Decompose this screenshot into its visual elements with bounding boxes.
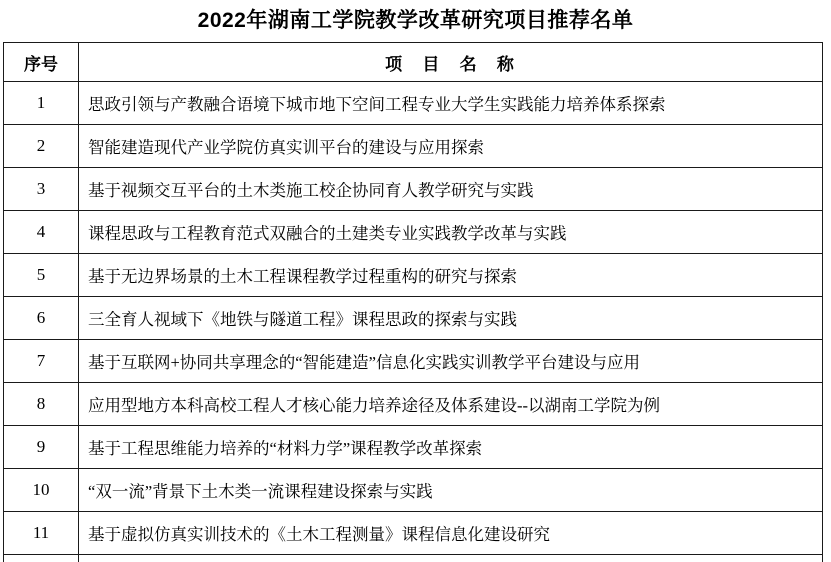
project-name: 智能建造现代产业学院仿真实训平台的建设与应用探索 [79, 125, 823, 168]
row-number: 10 [4, 469, 79, 512]
row-number: 6 [4, 297, 79, 340]
row-number: 11 [4, 512, 79, 555]
row-number [4, 555, 79, 562]
table-row [4, 340, 823, 383]
row-number: 4 [4, 211, 79, 254]
table-row-partial [4, 555, 823, 562]
project-name: 三全育人视域下《地铁与隧道工程》课程思政的探索与实践 [79, 297, 823, 340]
project-name: 基于互联网+协同共享理念的“智能建造”信息化实践实训教学平台建设与应用 [79, 340, 823, 383]
project-name: 基于视频交互平台的土木类施工校企协同育人教学研究与实践 [79, 168, 823, 211]
row-number: 7 [4, 340, 79, 383]
project-name: 基于无边界场景的土木工程课程教学过程重构的研究与探索 [79, 254, 823, 297]
row-number: 1 [4, 82, 79, 125]
project-name: 课程思政与工程教育范式双融合的土建类专业实践教学改革与实践 [79, 211, 823, 254]
row-number: 3 [4, 168, 79, 211]
table-row [4, 383, 823, 426]
row-number: 5 [4, 254, 79, 297]
table-row [4, 82, 823, 125]
row-number: 9 [4, 426, 79, 469]
project-name: 思政引领与产教融合语境下城市地下空间工程专业大学生实践能力培养体系探索 [79, 82, 823, 125]
column-header-no: 序号 [4, 43, 79, 82]
table-row [4, 426, 823, 469]
column-header-project-name: 项 目 名 称 [79, 43, 823, 82]
table-row [4, 297, 823, 340]
table-row [4, 254, 823, 297]
page-title: 2022年湖南工学院教学改革研究项目推荐名单 [197, 9, 634, 32]
project-name: 基于虚拟仿真实训技术的《土木工程测量》课程信息化建设研究 [79, 512, 823, 555]
row-number: 8 [4, 383, 79, 426]
table-row [4, 211, 823, 254]
table-row [4, 168, 823, 211]
table-row [4, 469, 823, 512]
project-name: “双一流”背景下土木类一流课程建设探索与实践 [79, 469, 823, 512]
table-row [4, 125, 823, 168]
project-name: 应用型地方本科高校工程人才核心能力培养途径及体系建设--以湖南工学院为例 [79, 383, 823, 426]
projects-table [3, 42, 823, 562]
row-number: 2 [4, 125, 79, 168]
table-row [4, 512, 823, 555]
table-header-row [4, 43, 823, 82]
project-name [79, 555, 823, 562]
project-name: 基于工程思维能力培养的“材料力学”课程教学改革探索 [79, 426, 823, 469]
